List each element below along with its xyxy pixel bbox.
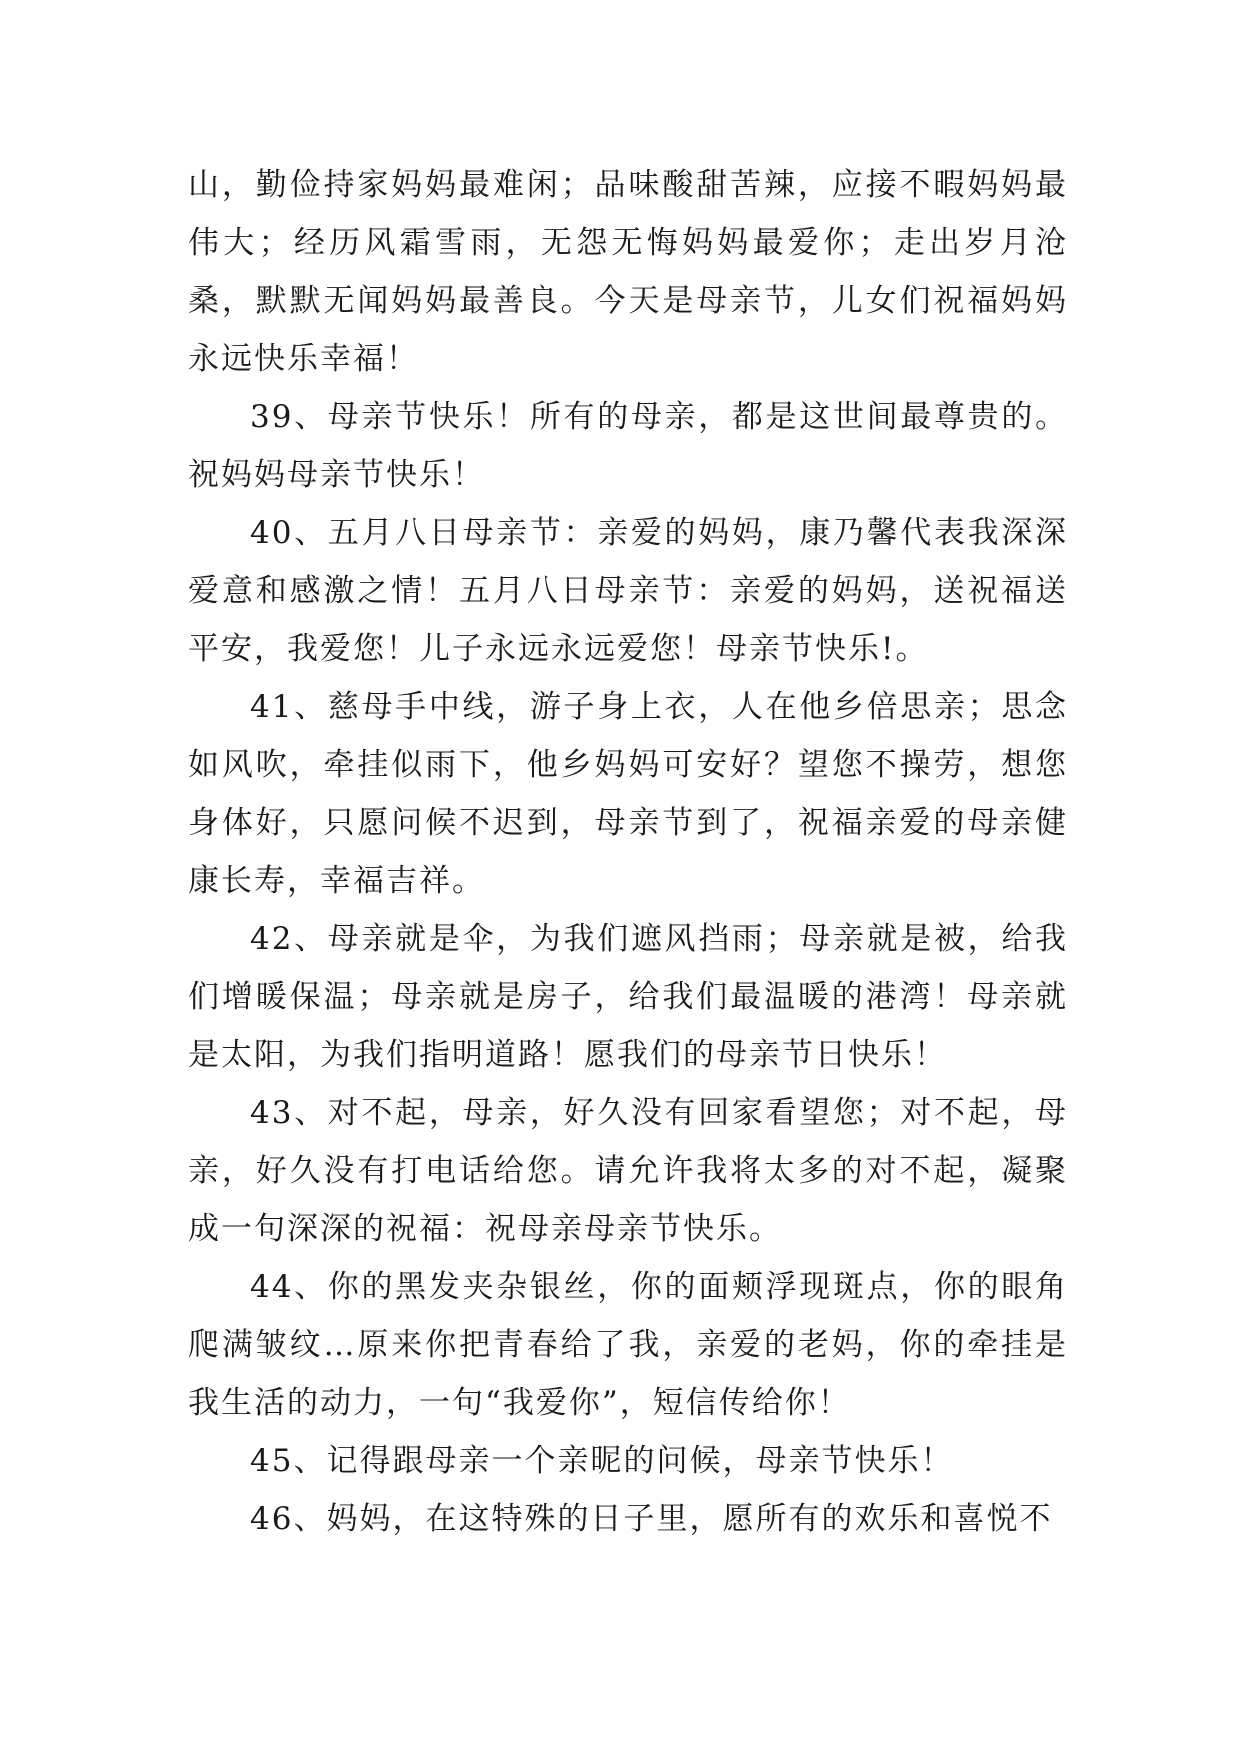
paragraph-44: 44、你的黑发夹杂银丝，你的面颊浮现斑点，你的眼角爬满皱纹…原来你把青春给了我，亲爱的老妈，你的牵挂是我生活的动力，一句“我爱你”，短信传给你！: [188, 1269, 1068, 1421]
paragraph-continuation: 山，勤俭持家妈妈最难闲；品味酸甜苦辣，应接不暇妈妈最伟大；经历风霜雪雨，无怨无悔妈妈最爱你；走出岁月沧桑，默默无闻妈妈最善良。今天是母亲节，儿女们祝福妈妈永远快乐幸福！: [188, 167, 1068, 377]
paragraph-42: 42、母亲就是伞，为我们遮风挡雨；母亲就是被，给我们增暖保温；母亲就是房子，给我们最温暖的港湾！母亲就是太阳，为我们指明道路！愿我们的母亲节日快乐！: [188, 921, 1068, 1073]
paragraph-41: 41、慈母手中线，游子身上衣，人在他乡倍思亲；思念如风吹，牵挂似雨下，他乡妈妈可安好？望您不操劳，想您身体好，只愿问候不迟到，母亲节到了，祝福亲爱的母亲健康长寿，幸福吉祥。: [188, 689, 1068, 899]
paragraph-45: 45、记得跟母亲一个亲昵的问候，母亲节快乐！: [250, 1443, 954, 1479]
body-text: [188, 156, 1068, 1548]
paragraph-46: 46、妈妈，在这特殊的日子里，愿所有的欢乐和喜悦不: [250, 1501, 1053, 1537]
paragraph-39: 39、母亲节快乐！所有的母亲，都是这世间最尊贵的。祝妈妈母亲节快乐！: [188, 399, 1068, 493]
paragraph-40: 40、五月八日母亲节：亲爱的妈妈，康乃馨代表我深深爱意和感激之情！五月八日母亲节：亲爱的妈妈，送祝福送平安，我爱您！儿子永远永远爱您！母亲节快乐!。: [188, 515, 1068, 667]
paragraph-43: 43、对不起，母亲，好久没有回家看望您；对不起，母亲，好久没有打电话给您。请允许我将太多的对不起，凝聚成一句深深的祝福：祝母亲母亲节快乐。: [188, 1095, 1068, 1247]
